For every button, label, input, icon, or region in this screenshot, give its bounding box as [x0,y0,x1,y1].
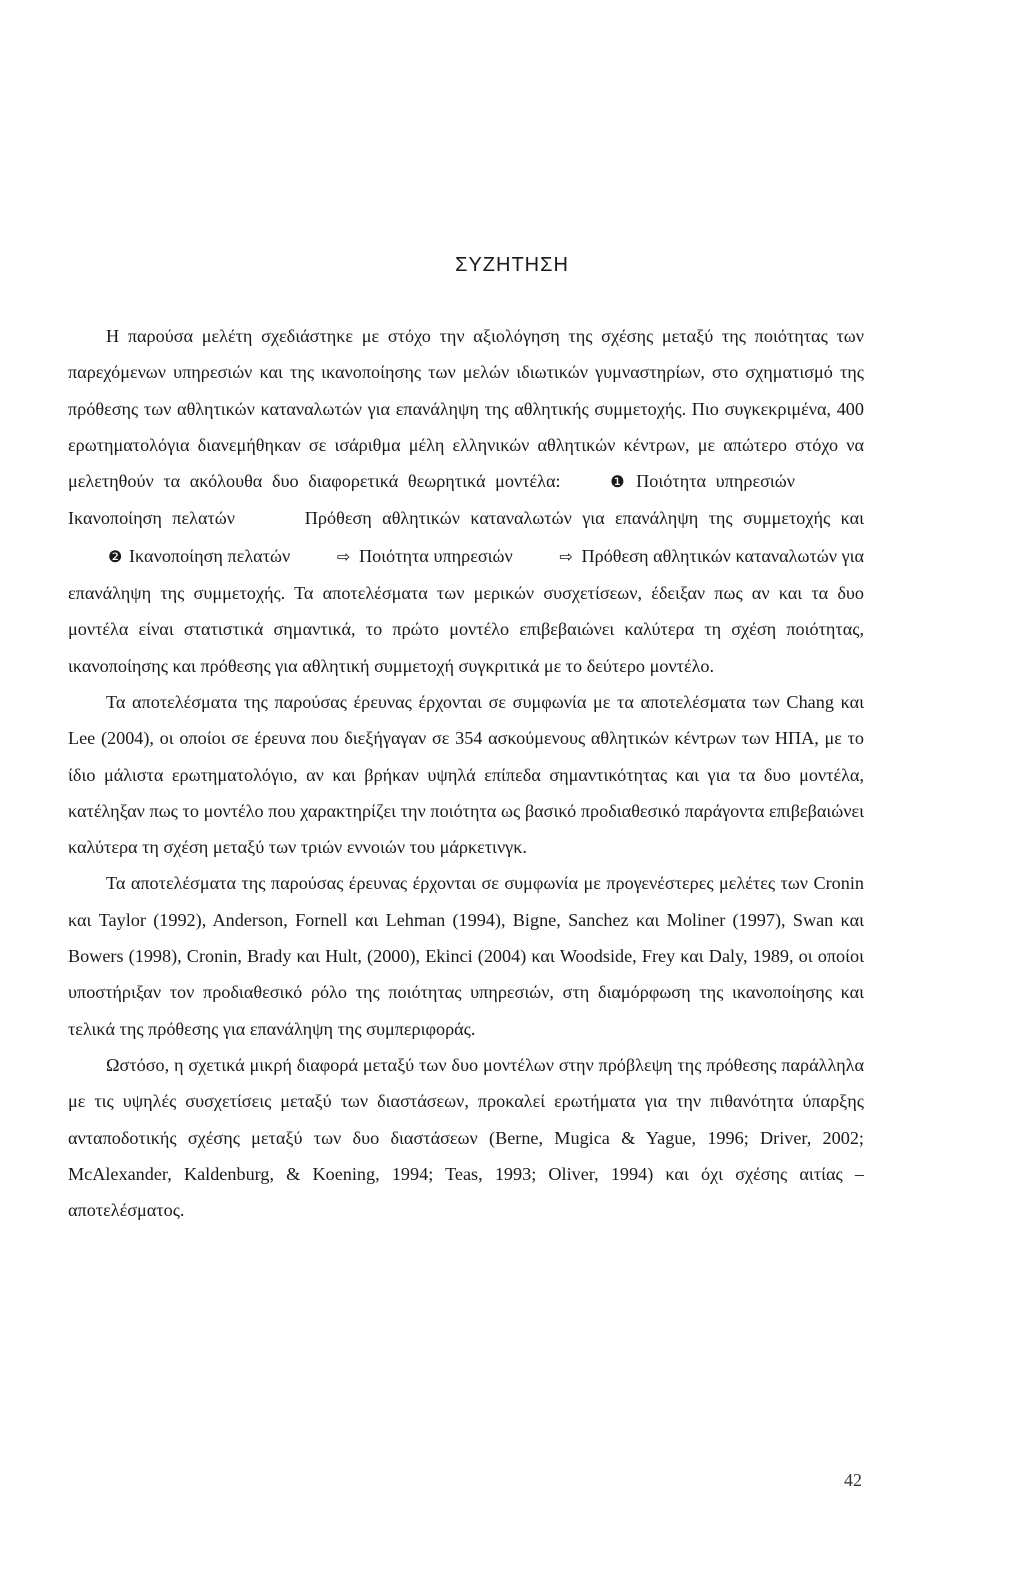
model-1-marker: ❶ [610,472,625,492]
model-2-marker: ❷ [108,546,123,566]
model-1-arrow-2: ⇨ [287,509,301,529]
paragraph-1-results: Τα αποτελέσματα των μερικών συσχετίσεων, έδειξαν πως αν και τα δυο μοντέλα είναι στατιστικά σημαντικά, το πρώτο μοντέλο επιβεβαιώνει καλύτερα τη σχέση ποιότητας, ικανοποίησης και πρόθεσης για αθλητική συμμετοχή συγκριτικά με το δεύτερο μοντέλο. [68,583,865,676]
body-text [68,318,864,1228]
model-2-arrow-1: ⇨ [336,546,351,566]
paragraph-2: Τα αποτελέσματα της παρούσας έρευνας έρχονται σε συμφωνία με τα αποτελέσματα των Chang και Lee (2004), οι οποίοι σε έρευνα που διεξήγαγαν σε 354 ασκούμενους αθλητικών κέντρων των ΗΠΑ, με το ίδιο μάλιστα ερωτηματολόγιο, αν και βρήκαν υψηλά επίπεδα σημαντικότητας και για τα δυο μοντέλα, κατέληξαν πως το μοντέλο που χαρακτηρίζει την ποιότητα ως βασικό προδιαθεσικό παράγοντα επιβεβαιώνει καλύτερα τη σχέση μεταξύ των τριών εννοιών του μάρκετινγκ. [68,691,864,858]
paragraph-1 [68,318,864,684]
page-number: 42 [844,1470,862,1490]
model-2-satisfaction: Ικανοποίηση πελατών [129,545,291,566]
paragraph-3: Τα αποτελέσματα της παρούσας έρευνας έρχονται σε συμφωνία με προγενέστερες μελέτες των Cronin και Taylor (1992), Anderson, Fornell και Lehman (1994), Bigne, Sanchez και Moliner (1997), Swan και Bowers (1998), Cronin, Brady και Hult, (2000), Ekinci (2004) και Woodside, Frey και Daly, 1989, οι οποίοι υποστήριξαν τον προδιαθεσικό ρόλο της ποιότητας υπηρεσιών, στη διαμόρφωση της ικανοποίησης και τελικά της πρόθεσης για επανάληψη της συμπεριφοράς. [68,873,864,1039]
model-1-quality: Ποιότητα υπηρεσιών [636,471,795,492]
model-1-satisfaction: Ικανοποίηση πελατών [68,508,235,529]
model-2-intention: Πρόθεση αθλητικών καταναλωτών για επανάληψη της συμμετοχής. [68,545,865,604]
model-2-arrow-2: ⇨ [559,546,573,566]
model-2-quality: Ποιότητα υπηρεσιών [358,545,513,566]
model-1-intention: Πρόθεση αθλητικών καταναλωτών για επανάληψη της συμμετοχής και [304,508,865,529]
model-1-arrow-1: ⇨ [846,472,861,492]
section-heading: ΣΥΖΗΤΗΣΗ [455,254,569,276]
paragraph-1-intro: Η παρούσα μελέτη σχεδιάστηκε με στόχο την αξιολόγηση της σχέσης μεταξύ της ποιότητας των παρεχόμενων υπηρεσιών και της ικανοποίησης των μελών ιδιωτικών γυμναστηρίων, στο σχηματισμό της πρόθεσης των αθλητικών καταναλωτών για επανάληψη της αθλητικής συμμετοχής. Πιο συγκεκριμένα, 400 ερωτηματολόγια διανεμήθηκαν σε ισάριθμα μέλη ελληνικών αθλητικών κέντρων, με απώτερο στόχο να μελετηθούν τα ακόλουθα δυο διαφορετικά θεωρητικά μοντέλα: [68,326,864,492]
paragraph-4: Ωστόσο, η σχετικά μικρή διαφορά μεταξύ των δυο μοντέλων στην πρόβλεψη της πρόθεσης παράλληλα με τις υψηλές συσχετίσεις μεταξύ των διαστάσεων, προκαλεί ερωτήματα για την πιθανότητα ύπαρξης ανταποδοτικής σχέσης μεταξύ των δυο διαστάσεων (Berne, Mugica & Yague, 1996; Driver, 2002; McAlexander, Kaldenburg, & Koening, 1994; Teas, 1993; Oliver, 1994) και όχι σχέσης αιτίας – αποτελέσματος. [68,1054,864,1221]
